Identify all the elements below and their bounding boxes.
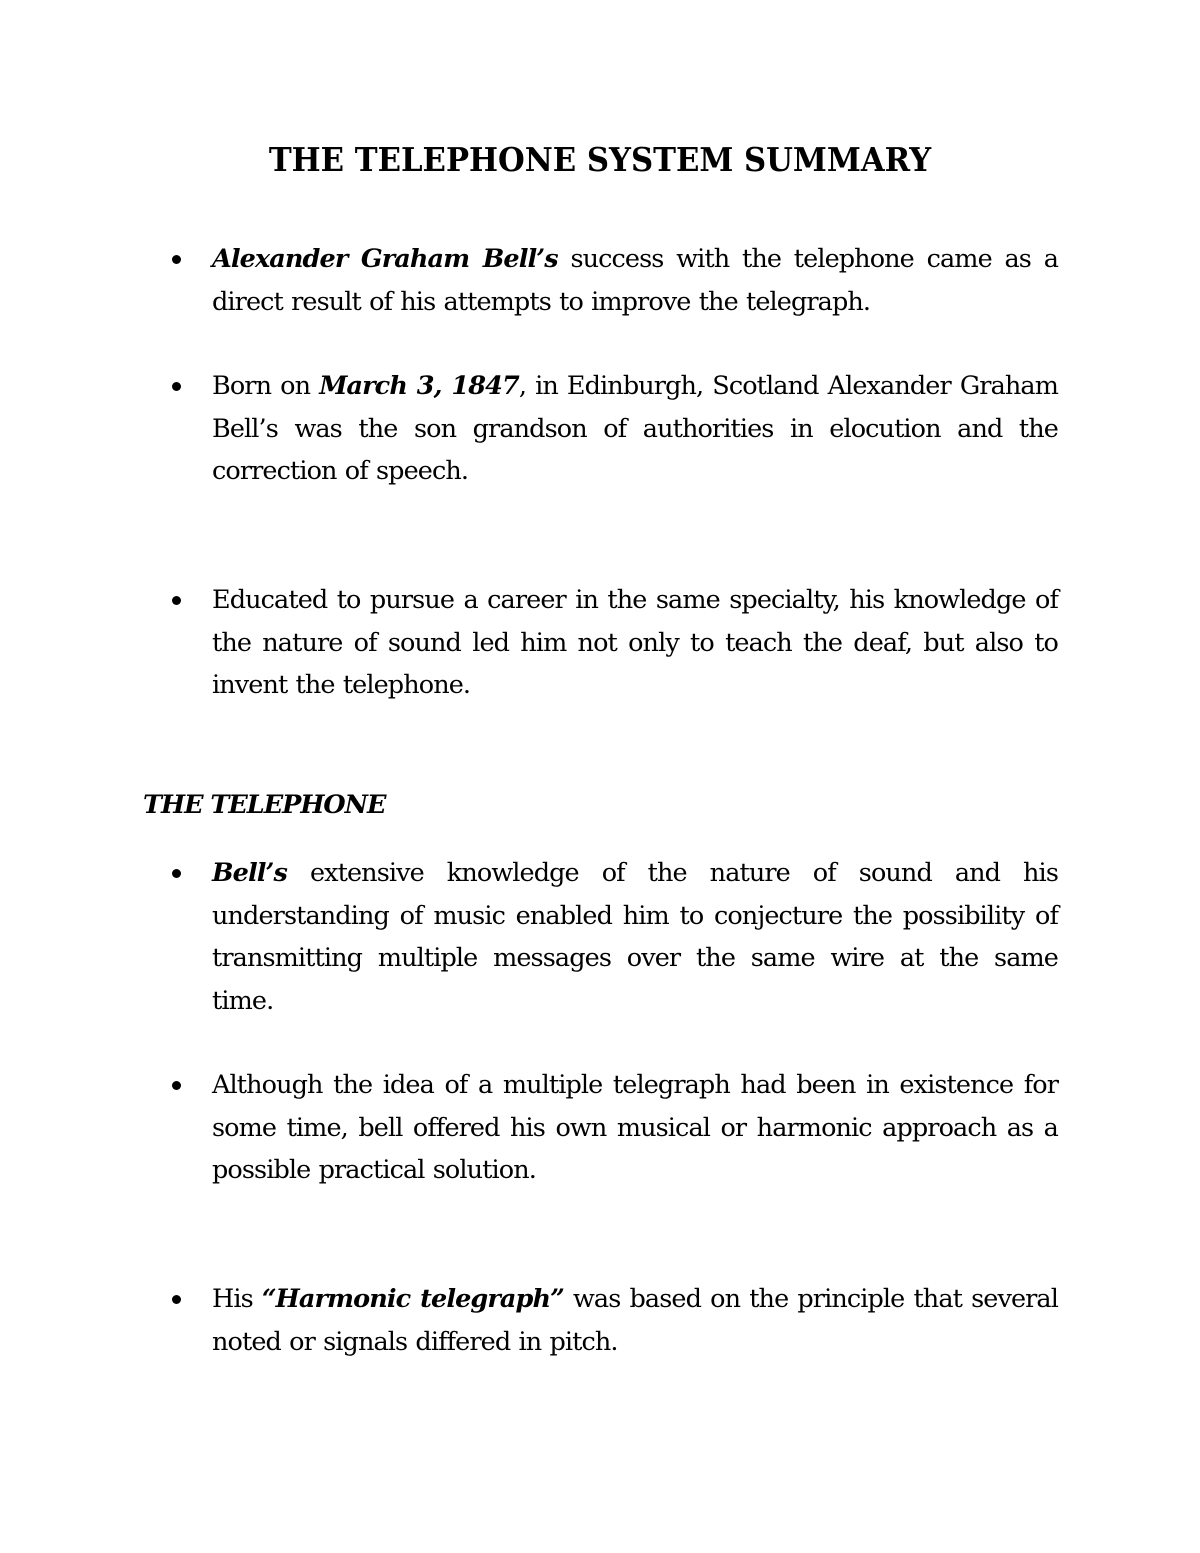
body-text: , in Edinburgh, Scotland Alexander Graham Bell’s was the son grandson of authorities in elocution and the correction of speech. [212, 371, 1058, 486]
body-text: His [212, 1284, 262, 1314]
body-text: Born on [212, 371, 320, 401]
document-title: THE TELEPHONE SYSTEM SUMMARY [268, 140, 932, 179]
bullet-icon [172, 869, 181, 878]
bullet-icon [172, 596, 181, 605]
emphasis-text: Alexander Graham Bell’s [212, 244, 558, 274]
bullet-text: Educated to pursue a career in the same specialty, his knowledge of the nature of sound led him not only to teach the deaf, but also to invent the telephone. [212, 585, 1058, 700]
bullet-text [212, 365, 1058, 493]
bullet-text: Although the idea of a multiple telegraph had been in existence for some time, bell offered his own musical or harmonic approach as a possible practical solution. [212, 1070, 1058, 1185]
bullet-text [212, 1278, 1058, 1363]
bullet-icon [172, 1295, 181, 1304]
bullet-text [212, 238, 1058, 323]
section-heading: THE TELEPHONE [143, 790, 386, 820]
bullet-icon [172, 382, 181, 391]
emphasis-text: “Harmonic telegraph” [261, 1284, 564, 1314]
body-text: extensive knowledge of the nature of sound and his understanding of music enabled him to conjecture the possibility of transmitting multiple messages over the same wire at the same time. [212, 858, 1058, 1016]
body-text: was based on the principle that several noted or signals differed in pitch. [212, 1284, 1058, 1357]
bullet-text [212, 852, 1058, 1022]
bullet-icon [172, 1081, 181, 1090]
emphasis-text: Bell’s [212, 858, 287, 888]
body-text: success with the telephone came as a direct result of his attempts to improve the telegraph. [212, 244, 1058, 317]
bullet-icon [172, 255, 181, 264]
emphasis-text: March 3, 1847 [319, 371, 519, 401]
